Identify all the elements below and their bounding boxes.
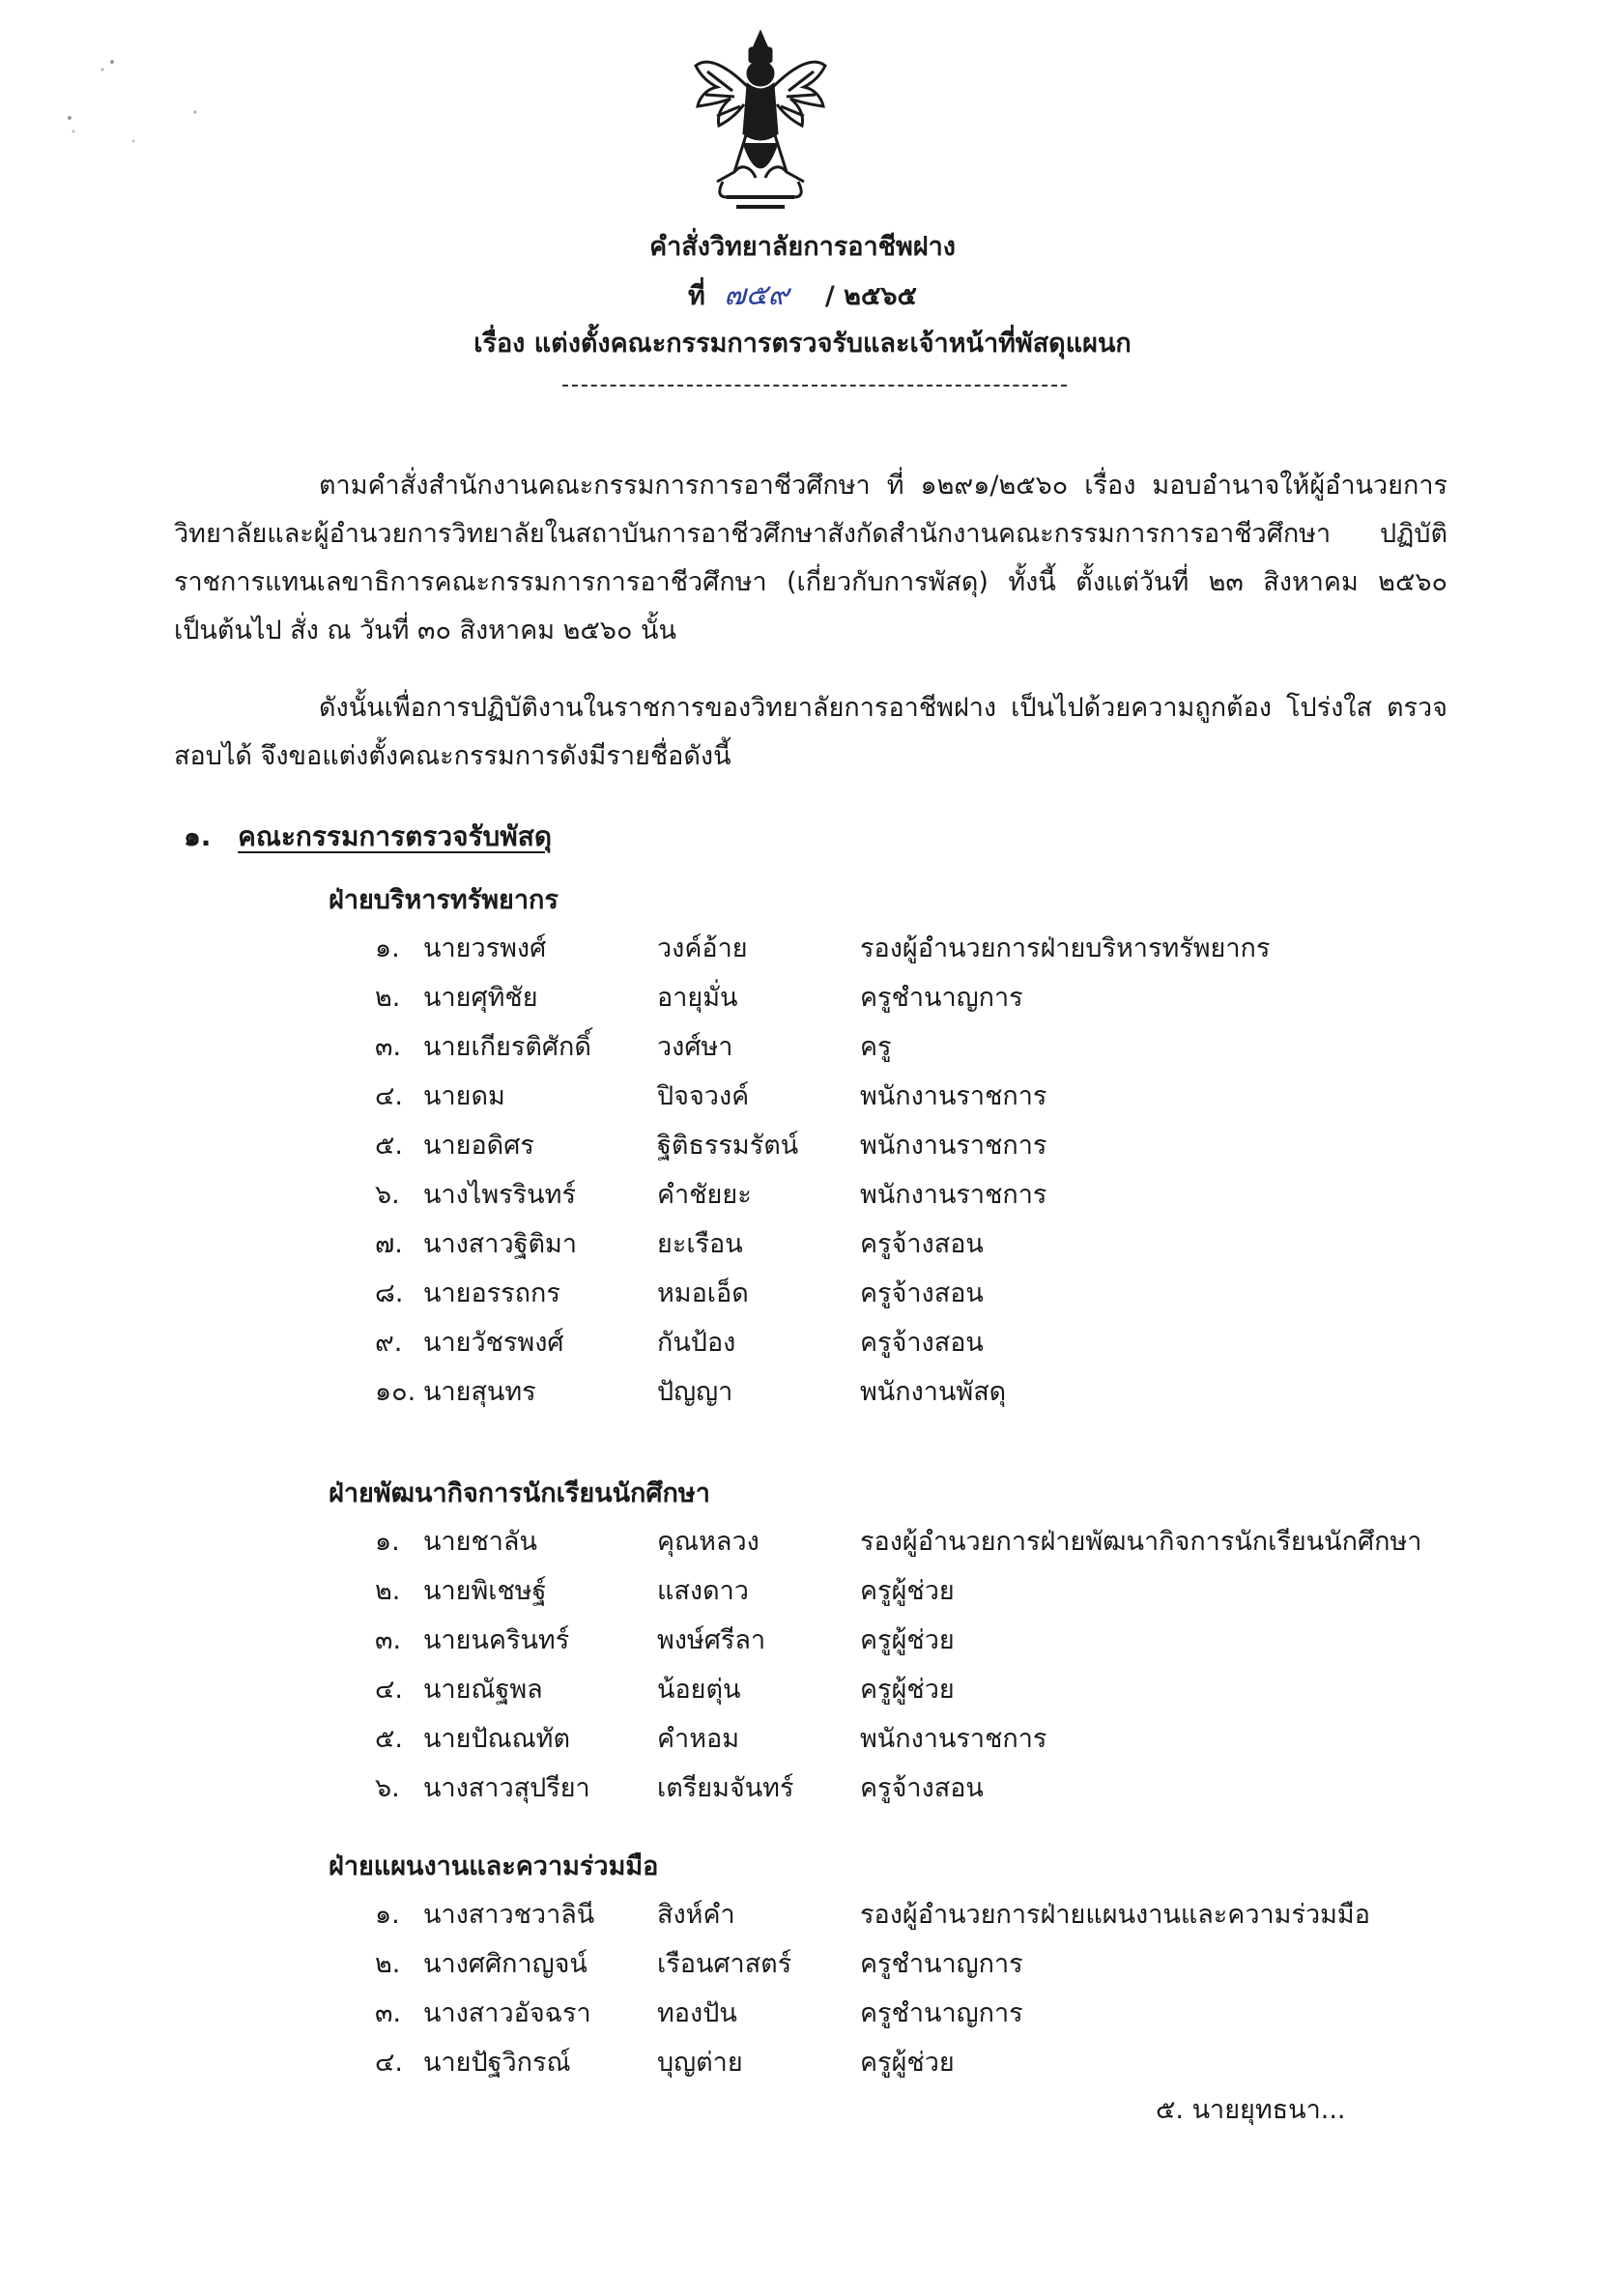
member-position: ครูผู้ช่วย <box>860 1576 955 1606</box>
member-first-name: นายดม <box>423 1081 505 1111</box>
member-last-name: เตรียมจันทร์ <box>657 1773 794 1803</box>
member-first-name: นายปัณณทัต <box>423 1724 571 1754</box>
member-position: รองผู้อำนวยการฝ่ายพัฒนากิจการนักเรียนนักศึกษา <box>860 1527 1422 1557</box>
member-first-name: นายพิเชษฐ์ <box>423 1576 547 1606</box>
member-position: ครูจ้างสอน <box>860 1773 984 1803</box>
member-row <box>375 1324 1486 1373</box>
section-number: ๑. <box>184 820 212 852</box>
member-number: ๕. <box>375 1131 404 1161</box>
member-position: ครูชำนาญการ <box>860 1949 1023 1979</box>
member-last-name: บุญต่าย <box>657 2048 743 2078</box>
member-row <box>375 1572 1486 1622</box>
body-paragraph-2: ดังนั้นเพื่อการปฏิบัติงานในราชการของวิทยาลัยการอาชีพฝาง เป็นไปด้วยความถูกต้อง โปร่งใส ตรวจสอบได้ จึงขอแต่งตั้งคณะกรรมการดังมีรายชื่อดังนี้ <box>174 693 1447 771</box>
member-first-name: นายนครินทร์ <box>423 1625 570 1655</box>
member-last-name: อายุมั่น <box>657 983 738 1013</box>
order-title: คำสั่งวิทยาลัยการอาชีพฝาง <box>649 232 956 262</box>
member-position: ครูชำนาญการ <box>860 1998 1023 2028</box>
member-position: พนักงานราชการ <box>860 1131 1047 1161</box>
member-number: ๒. <box>375 1949 401 1979</box>
member-row <box>375 1127 1486 1176</box>
section-label: คณะกรรมการตรวจรับพัสดุ <box>238 820 553 852</box>
member-position: ครูชำนาญการ <box>860 983 1023 1013</box>
member-number: ๕. <box>375 1724 404 1754</box>
member-first-name: นายชาลัน <box>423 1527 537 1557</box>
member-list-student-affairs <box>375 1523 1486 1819</box>
member-first-name: นางสาวอัจฉรา <box>423 1998 591 2028</box>
member-number: ๑๐. <box>375 1377 416 1407</box>
section-heading <box>184 818 552 856</box>
member-last-name: แสงดาว <box>657 1576 749 1606</box>
member-list-planning <box>375 1896 1486 2093</box>
member-position: ครูจ้างสอน <box>860 1278 984 1308</box>
member-first-name: นางสาวสุปรียา <box>423 1773 590 1803</box>
member-number: ๔. <box>375 1081 404 1111</box>
member-first-name: นายอดิศร <box>423 1131 534 1161</box>
member-last-name: ฐิติธรรมรัตน์ <box>657 1131 799 1161</box>
member-number: ๓. <box>375 1032 402 1062</box>
handwritten-number: ๗๕๙ <box>724 278 789 312</box>
member-position: พนักงานราชการ <box>860 1180 1047 1210</box>
member-last-name: วงศ์ษา <box>657 1032 733 1062</box>
member-last-name: ปัญญา <box>657 1377 733 1407</box>
member-last-name: พงษ์ศรีลา <box>657 1625 766 1655</box>
member-row <box>375 1523 1486 1572</box>
member-first-name: นางไพรรินทร์ <box>423 1180 576 1210</box>
order-number <box>0 276 1605 316</box>
member-position: พนักงานราชการ <box>860 1724 1047 1754</box>
member-number: ๔. <box>375 2048 404 2078</box>
member-row <box>375 979 1486 1028</box>
scan-specks <box>58 48 213 164</box>
member-row <box>375 1176 1486 1225</box>
member-row <box>375 1077 1486 1127</box>
member-first-name: นายศุทิชัย <box>423 983 538 1013</box>
member-row <box>375 1671 1486 1720</box>
group-heading-student-affairs: ฝ่ายพัฒนากิจการนักเรียนนักศึกษา <box>329 1478 710 1508</box>
member-number: ๑. <box>375 1527 400 1557</box>
member-last-name: คุณหลวง <box>657 1527 760 1557</box>
member-row <box>375 1720 1486 1769</box>
member-number: ๗. <box>375 1229 403 1259</box>
member-last-name: ทองปัน <box>657 1998 737 2028</box>
member-first-name: นางสาวฐิติมา <box>423 1229 577 1259</box>
member-list-resources <box>375 930 1486 1422</box>
member-number: ๔. <box>375 1675 404 1705</box>
member-number: ๓. <box>375 1998 402 2028</box>
member-last-name: เรือนศาสตร์ <box>657 1949 792 1979</box>
member-number: ๙. <box>375 1328 403 1358</box>
member-number: ๖. <box>375 1180 400 1210</box>
member-last-name: น้อยตุ่น <box>657 1675 741 1705</box>
page-continuation: ๕. นายยุทธนา... <box>1156 2095 1346 2125</box>
member-first-name: นายเกียรติศักดิ์ <box>423 1032 591 1062</box>
member-row <box>375 1622 1486 1671</box>
member-row <box>375 930 1486 979</box>
member-last-name: คำชัยยะ <box>657 1180 752 1210</box>
member-row <box>375 1769 1486 1819</box>
dashed-divider <box>562 385 1067 387</box>
member-position: ครูจ้างสอน <box>860 1328 984 1358</box>
garuda-emblem <box>688 27 833 220</box>
member-last-name: ปิจจวงค์ <box>657 1081 750 1111</box>
member-row <box>375 1225 1486 1275</box>
member-last-name: ยะเรือน <box>657 1229 743 1259</box>
member-position: ครูผู้ช่วย <box>860 2048 955 2078</box>
member-position: ครูผู้ช่วย <box>860 1625 955 1655</box>
order-year: / ๒๕๖๕ <box>824 281 917 311</box>
body-paragraph-1: ตามคำสั่งสำนักงานคณะกรรมการการอาชีวศึกษา ที่ ๑๒๙๑/๒๕๖๐ เรื่อง มอบอำนาจให้ผู้อำนวยการวิทยาลัยและผู้อำนวยการวิทยาลัยในสถาบันการอาชีวศึกษาสังกัดสำนักงานคณะกรรมการการอาชีวศึกษา ปฏิบัติราชการแทนเลขาธิการคณะกรรมการการอาชีวศึกษา (เกี่ยวกับการพัสดุ) ทั้งนี้ ตั้งแต่วันที่ ๒๓ สิงหาคม ๒๕๖๐ เป็นต้นไป สั่ง ณ วันที่ ๓๐ สิงหาคม ๒๕๖๐ นั้น <box>174 471 1447 646</box>
member-number: ๘. <box>375 1278 404 1308</box>
member-first-name: นายอรรถกร <box>423 1278 560 1308</box>
member-position: ครูผู้ช่วย <box>860 1675 955 1705</box>
member-position: รองผู้อำนวยการฝ่ายบริหารทรัพยากร <box>860 933 1271 963</box>
member-number: ๖. <box>375 1773 400 1803</box>
member-number: ๓. <box>375 1625 402 1655</box>
member-position: พนักงานราชการ <box>860 1081 1047 1111</box>
member-first-name: นายวัชรพงศ์ <box>423 1328 564 1358</box>
member-row <box>375 1945 1486 1995</box>
member-row <box>375 2044 1486 2093</box>
order-number-prefix: ที่ <box>688 281 705 311</box>
member-last-name: คำหอม <box>657 1724 740 1754</box>
member-row <box>375 1995 1486 2044</box>
member-first-name: นางสาวชวาลินี <box>423 1900 595 1930</box>
member-first-name: นายสุนทร <box>423 1377 536 1407</box>
member-row <box>375 1028 1486 1077</box>
member-last-name: กันป้อง <box>657 1328 736 1358</box>
member-last-name: วงค์อ้าย <box>657 933 748 963</box>
group-heading-resources: ฝ่ายบริหารทรัพยากร <box>329 885 559 915</box>
member-position: ครู <box>860 1032 892 1062</box>
member-first-name: นายวรพงศ์ <box>423 933 547 963</box>
order-subject: เรื่อง แต่งตั้งคณะกรรมการตรวจรับและเจ้าหน้าที่พัสดุแผนก <box>473 329 1132 359</box>
member-number: ๒. <box>375 983 401 1013</box>
member-row <box>375 1373 1486 1422</box>
member-last-name: สิงห์คำ <box>657 1900 735 1930</box>
member-position: รองผู้อำนวยการฝ่ายแผนงานและความร่วมมือ <box>860 1900 1370 1930</box>
member-row <box>375 1275 1486 1324</box>
member-position: พนักงานพัสดุ <box>860 1377 1007 1407</box>
member-last-name: หมอเอ็ด <box>657 1278 749 1308</box>
member-row <box>375 1896 1486 1945</box>
member-position: ครูจ้างสอน <box>860 1229 984 1259</box>
member-first-name: นายณัฐพล <box>423 1675 543 1705</box>
member-number: ๑. <box>375 1900 400 1930</box>
group-heading-planning: ฝ่ายแผนงานและความร่วมมือ <box>329 1851 659 1881</box>
member-number: ๒. <box>375 1576 401 1606</box>
member-first-name: นางศศิกาญจน์ <box>423 1949 588 1979</box>
member-first-name: นายปัฐวิกรณ์ <box>423 2048 571 2078</box>
member-number: ๑. <box>375 933 400 963</box>
